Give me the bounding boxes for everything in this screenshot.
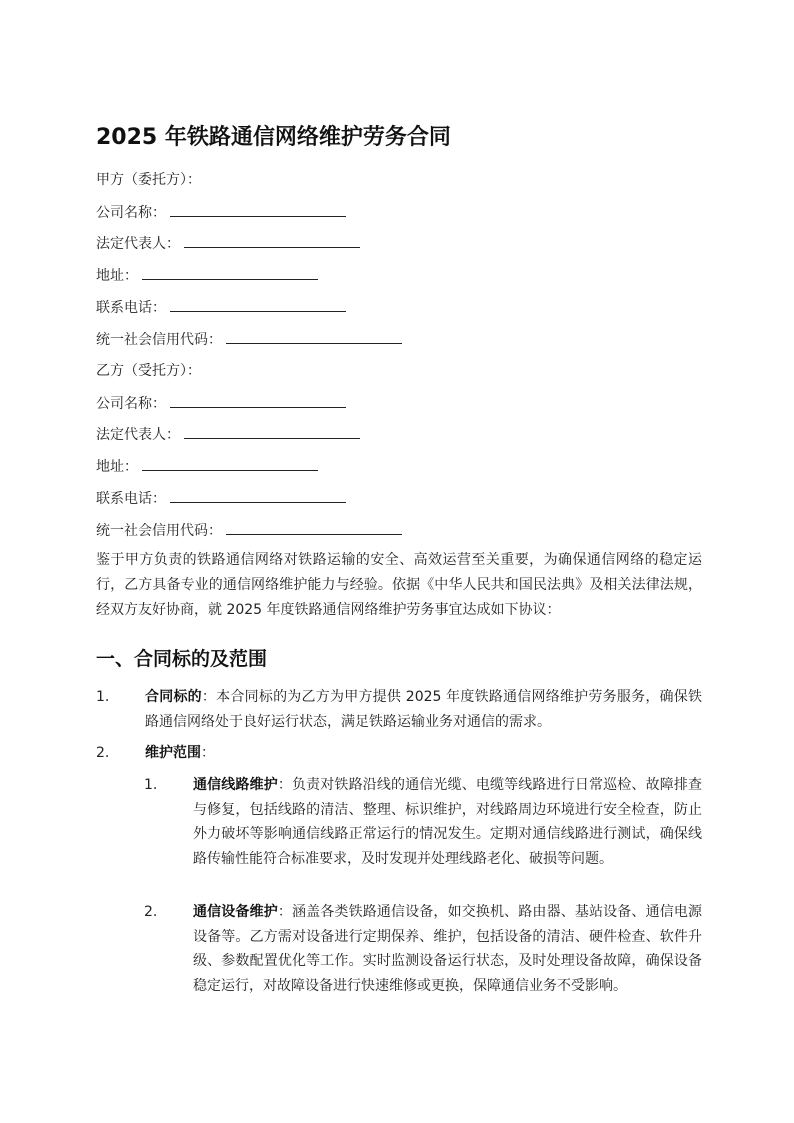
party-a-address-blank[interactable] xyxy=(142,265,318,280)
party-b-address-label: 地址： xyxy=(96,459,138,475)
sub-item-body xyxy=(193,900,702,998)
sub-item-number: 1. xyxy=(144,777,158,793)
sub-item-number: 2. xyxy=(144,904,158,920)
party-b-heading: 乙方（受托方）： xyxy=(96,363,201,379)
party-a-credit-label: 统一社会信用代码： xyxy=(96,332,222,348)
party-b-phone-label: 联系电话： xyxy=(96,491,166,507)
party-a-company-blank[interactable] xyxy=(170,202,346,217)
party-a-credit-blank[interactable] xyxy=(226,329,402,344)
party-b-rep-label: 法定代表人： xyxy=(96,427,180,443)
party-a-rep-field xyxy=(96,233,360,254)
item-body xyxy=(145,685,702,735)
party-a-heading: 甲方（委托方）： xyxy=(96,172,201,188)
sub-item-label: 通信线路维护 xyxy=(193,777,278,793)
item-label: 合同标的 xyxy=(145,689,202,705)
party-a-phone-field xyxy=(96,297,346,318)
party-b-phone-blank[interactable] xyxy=(170,488,346,503)
item-label: 维护范围 xyxy=(145,745,201,761)
party-b-company-blank[interactable] xyxy=(170,393,346,408)
party-b-rep-blank[interactable] xyxy=(184,424,360,439)
party-a-address-field xyxy=(96,265,318,286)
party-b-credit-field xyxy=(96,520,402,541)
party-a-address-label: 地址： xyxy=(96,268,138,284)
party-a-phone-label: 联系电话： xyxy=(96,300,166,316)
party-b-address-blank[interactable] xyxy=(142,456,318,471)
party-b-phone-field xyxy=(96,488,346,509)
preamble-paragraph: 鉴于甲方负责的铁路通信网络对铁路运输的安全、高效运营至关重要，为确保通信网络的稳定运行，乙方具备专业的通信网络维护能力与经验。依据《中华人民共和国民法典》及相关法律法规，经双方友好协商，就 2025 年度铁路通信网络维护劳务事宜达成如下协议： xyxy=(96,552,702,618)
party-b-credit-blank[interactable] xyxy=(226,520,402,535)
item-number: 2. xyxy=(96,745,110,761)
party-a-phone-blank[interactable] xyxy=(170,297,346,312)
party-a-company-label: 公司名称： xyxy=(96,205,166,221)
list-item xyxy=(96,685,702,735)
sub-item-text: ：涵盖各类铁路通信设备，如交换机、路由器、基站设备、通信电源设备等。乙方需对设备进行定期保养、维护，包括设备的清洁、硬件检查、软件升级、参数配置优化等工作。实时监测设备运行状态，及时处理设备故障，确保设备稳定运行，对故障设备进行快速维修或更换，保障通信业务不受影响。 xyxy=(193,904,703,994)
party-a-rep-blank[interactable] xyxy=(184,233,360,248)
sub-item-body xyxy=(193,773,702,871)
party-b-credit-label: 统一社会信用代码： xyxy=(96,523,222,539)
party-b-address-field xyxy=(96,456,318,477)
item-text: ：本合同标的为乙方为甲方提供 2025 年度铁路通信网络维护劳务服务，确保铁路通信网络处于良好运行状态，满足铁路运输业务对通信的需求。 xyxy=(145,689,703,730)
party-a-credit-field xyxy=(96,329,402,350)
sub-item-label: 通信设备维护 xyxy=(193,904,278,920)
item-number: 1. xyxy=(96,689,110,705)
sub-item-text: ：负责对铁路沿线的通信光缆、电缆等线路进行日常巡检、故障排查与修复，包括线路的清洁、整理、标识维护，对线路周边环境进行安全检查，防止外力破坏等影响通信线路正常运行的情况发生。定期对通信线路进行测试，确保线路传输性能符合标准要求，及时发现并处理线路老化、破损等问题。 xyxy=(193,777,703,867)
sub-list-item xyxy=(144,773,702,871)
section-heading: 一、合同标的及范围 xyxy=(96,648,268,670)
item-text: ： xyxy=(201,745,215,761)
party-a-company-field xyxy=(96,202,346,223)
party-b-company-label: 公司名称： xyxy=(96,396,166,412)
sub-list-item xyxy=(144,900,702,998)
party-b-rep-field xyxy=(96,424,360,445)
document-title: 2025 年铁路通信网络维护劳务合同 xyxy=(96,125,451,150)
party-a-rep-label: 法定代表人： xyxy=(96,236,180,252)
list-item xyxy=(96,741,702,766)
item-body xyxy=(145,741,702,766)
contract-page xyxy=(96,0,702,1123)
party-b-company-field xyxy=(96,393,346,414)
